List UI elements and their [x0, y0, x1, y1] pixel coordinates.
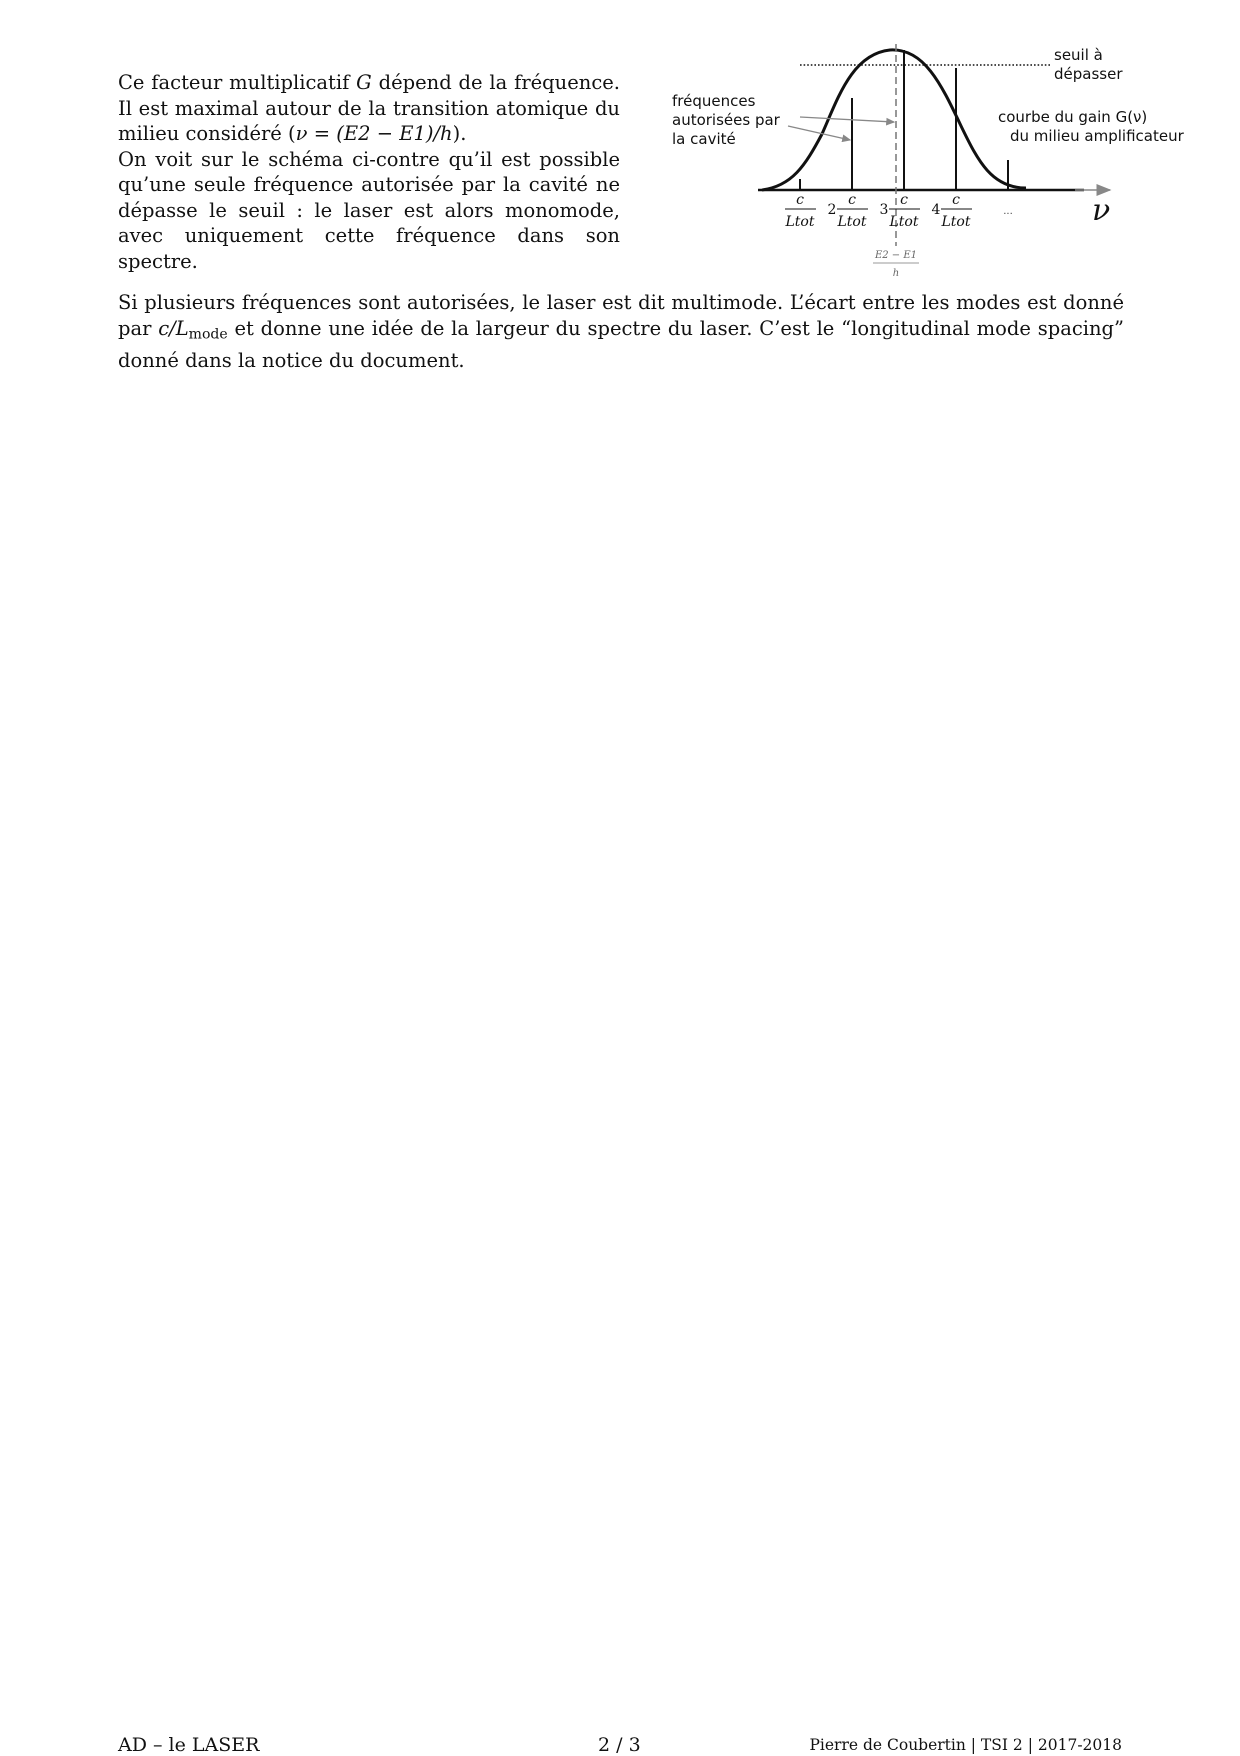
axis-nu-symbol: ν — [1092, 193, 1111, 228]
svg-text:Ltot: Ltot — [941, 214, 971, 230]
ellipsis-label: ... — [1003, 206, 1013, 217]
gain-diagram — [670, 36, 1210, 286]
footer-page-number: 2 / 3 — [598, 1734, 641, 1756]
gain-curve-label: courbe du gain G(ν) du milieu amplificateur — [998, 108, 1184, 145]
threshold-label: seuil à dépasser — [1054, 46, 1123, 83]
footer-title: AD – le LASER — [118, 1734, 260, 1756]
mode-label — [880, 192, 920, 230]
pointer-arrow — [800, 117, 894, 122]
svg-text:c: c — [796, 192, 804, 208]
svg-text:2: 2 — [827, 202, 837, 218]
svg-text:c: c — [900, 192, 908, 208]
transition-formula: ν = (E2 − E1)/h — [295, 122, 453, 145]
mode-label — [932, 192, 972, 230]
svg-text:c: c — [848, 192, 856, 208]
mode-label — [828, 192, 868, 230]
svg-text:Ltot: Ltot — [837, 214, 867, 230]
mode-label — [785, 192, 816, 230]
svg-text:3: 3 — [879, 202, 889, 218]
intro-text-2: On voit sur le schéma ci-contre qu’il est possible qu’une seule fréquence autorisée par la cavité ne dépasse le seuil : le laser est alors monomode, avec uniquement cette fréquence dans son spectre. — [118, 147, 620, 273]
intro-text-1: Ce facteur multiplicatif G dépend de la fréquence. Il est maximal autour de la transition atomique du milieu considéré (ν = (E2 − E1)/h). — [118, 71, 620, 145]
intro-paragraph — [118, 70, 620, 274]
gain-curve — [762, 50, 1026, 190]
center-frequency-label — [873, 250, 919, 279]
mode-spacing-formula: $c/L_{mode}$ — [158, 316, 228, 342]
G-symbol: G — [356, 71, 372, 94]
allowed-frequencies-label: fréquences autorisées par la cavité — [672, 92, 780, 148]
multimode-paragraph — [118, 290, 1124, 373]
svg-text:E2 − E1: E2 − E1 — [874, 250, 918, 261]
svg-text:Ltot: Ltot — [889, 214, 919, 230]
footer-author: Pierre de Coubertin | TSI 2 | 2017-2018 — [809, 1736, 1122, 1754]
svg-text:c: c — [952, 192, 960, 208]
svg-text:Ltot: Ltot — [785, 214, 815, 230]
svg-text:4: 4 — [931, 202, 941, 218]
multimode-text: Si plusieurs fréquences sont autorisées, le laser est dit multimode. L’écart entre les modes est donné par $c/L_{mode}$ et donne une idée de la largeur du spectre du laser. C’est le “longitudinal mode spacing” donné dans la notice du document. — [118, 291, 1124, 372]
svg-text:h: h — [892, 268, 900, 279]
